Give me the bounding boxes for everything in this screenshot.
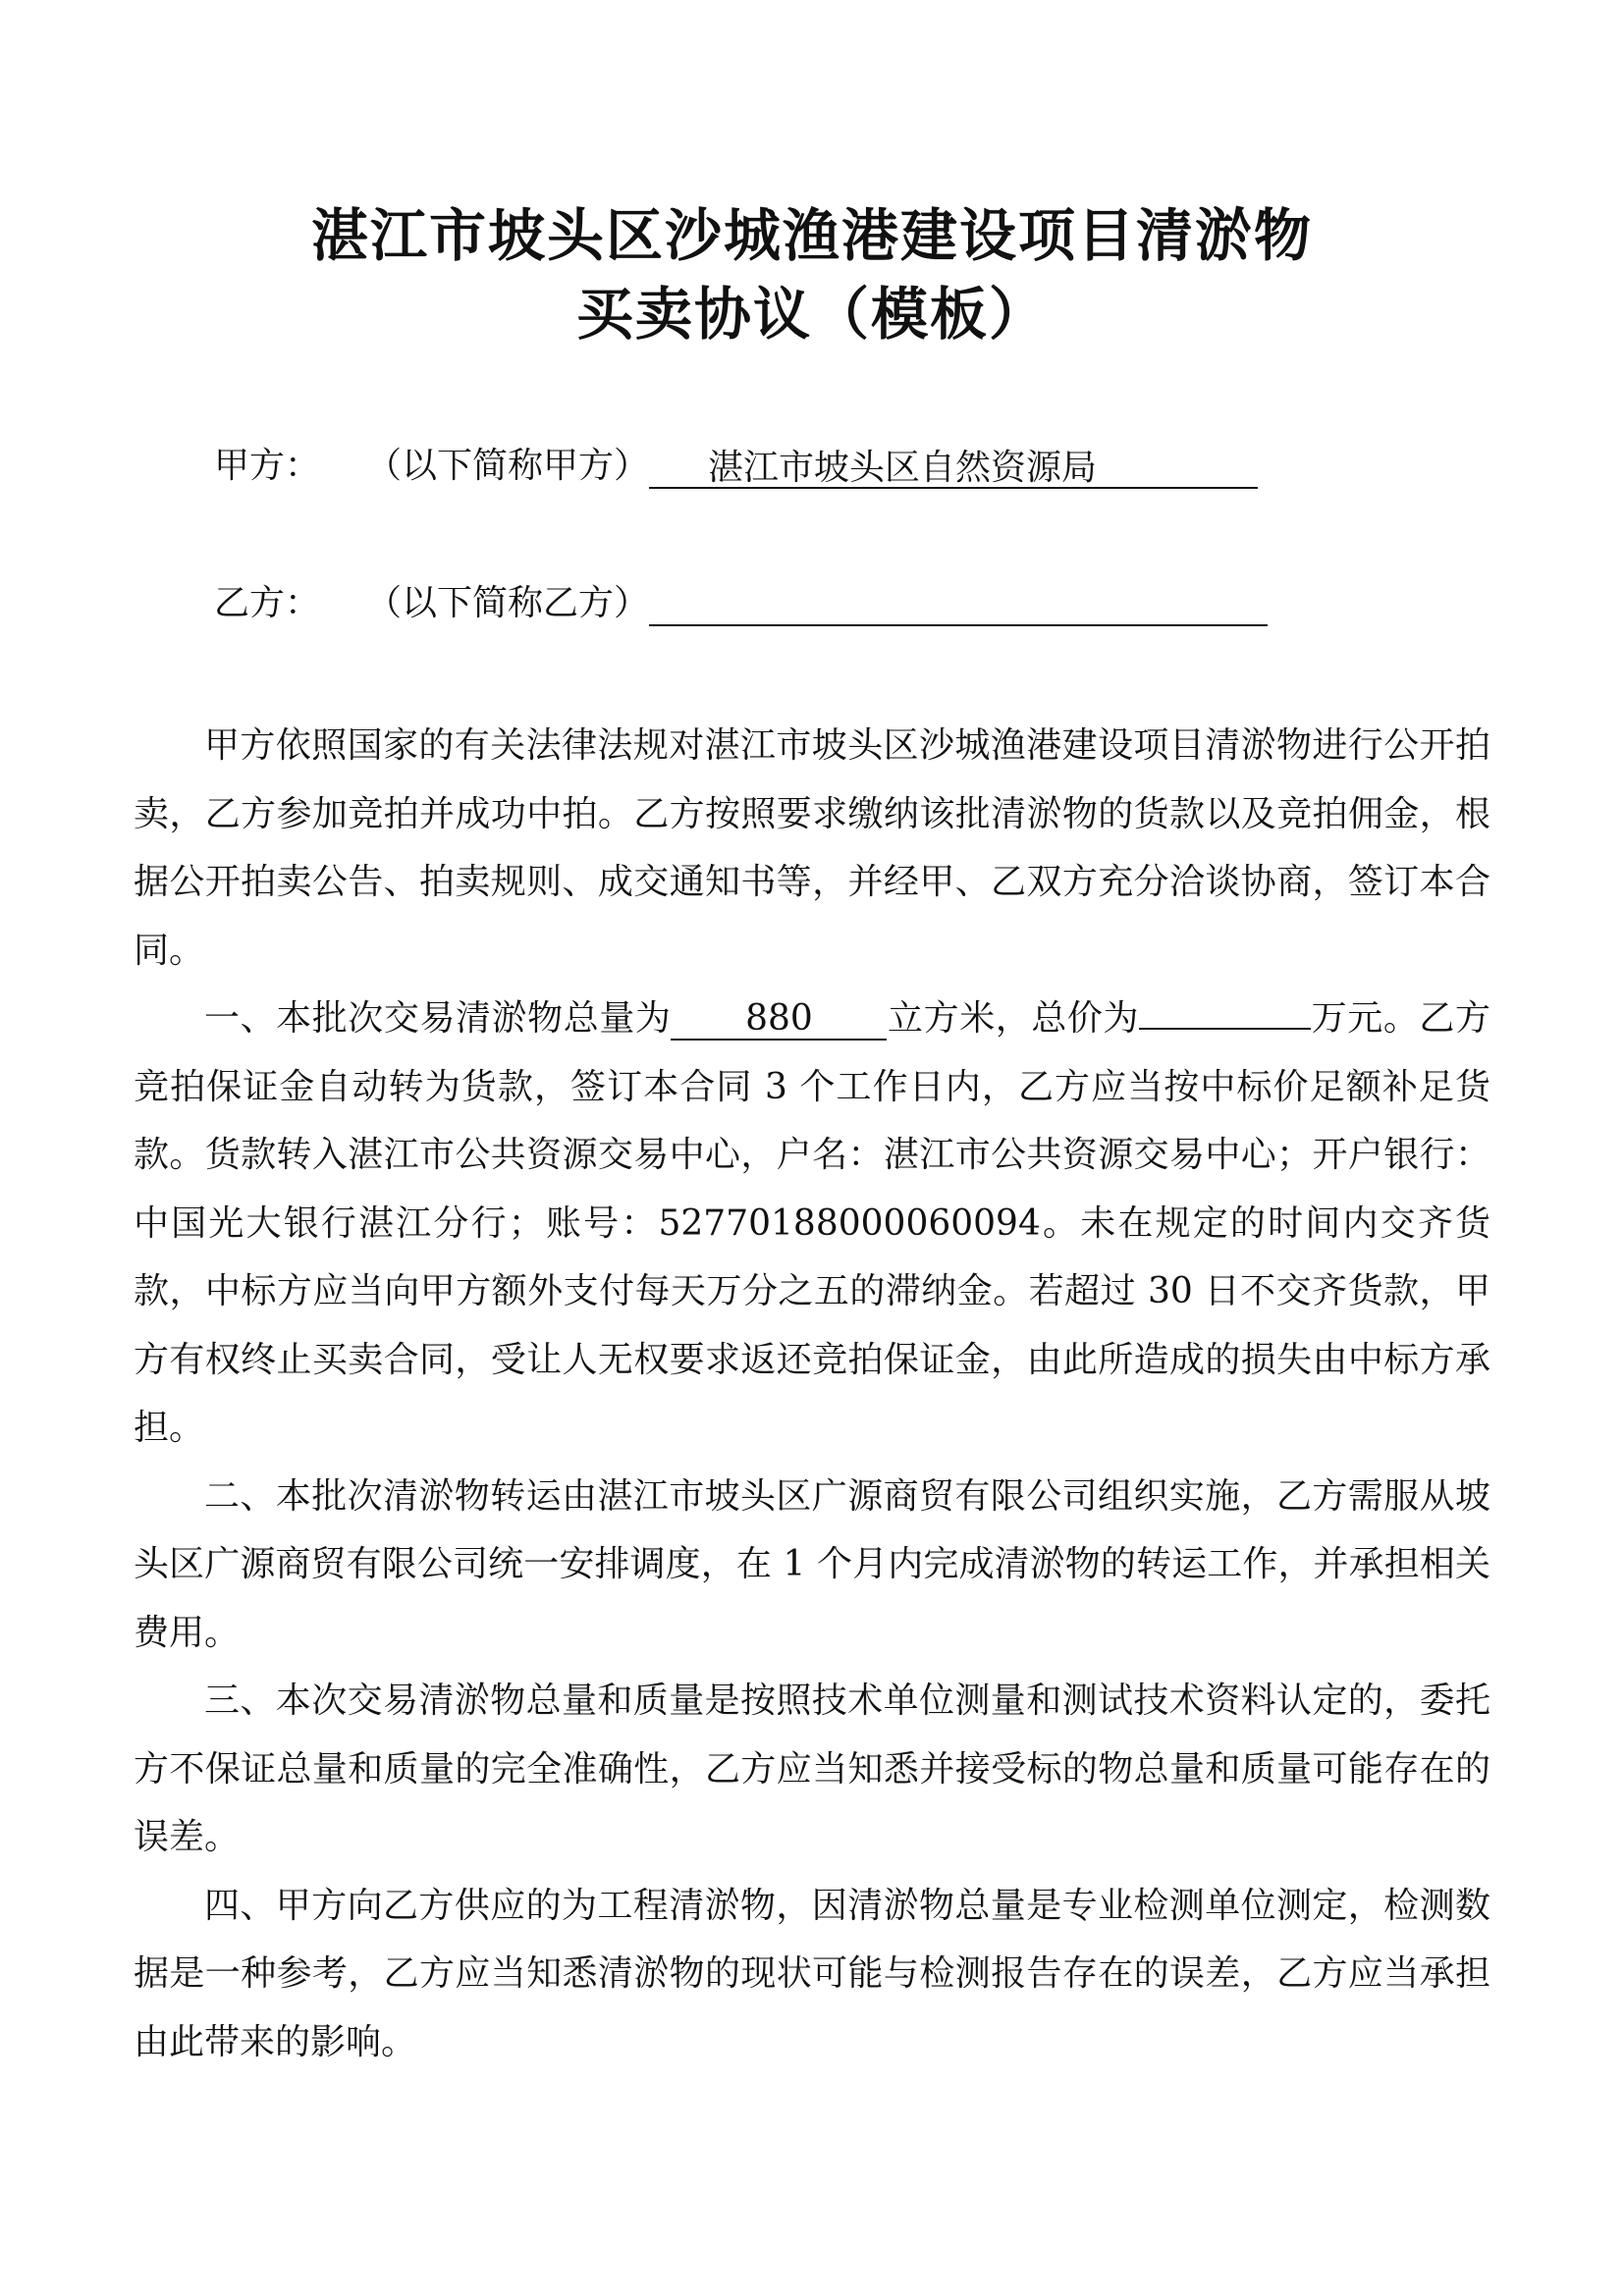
clause-1-text-mid: 立方米，总价为	[887, 998, 1140, 1039]
document-title-line2: 买卖协议（模板）	[575, 281, 1048, 347]
intro-paragraph: 甲方依照国家的有关法律法规对湛江市坡头区沙城渔港建设项目清淤物进行公开拍卖，乙方参加竞拍并成功中拍。乙方按照要求缴纳该批清淤物的货款以及竞拍佣金，根据公开拍卖公告、拍卖规则、成交通知书等，并经甲、乙双方充分洽谈协商，签订本合同。	[134, 725, 1490, 971]
clause-1-text-start: 一、本批次交易清淤物总量为	[204, 998, 672, 1039]
clause-1-paragraph	[134, 985, 1490, 1463]
party-b-note: （以下简称乙方）	[366, 583, 650, 623]
party-a-line	[214, 442, 1258, 491]
total-price-blank	[1139, 988, 1311, 1030]
clause-3-paragraph: 三、本次交易清淤物总量和质量是按照技术单位测量和测试技术资料认定的，委托方不保证总量和质量的完全准确性，乙方应当知悉并接受标的物总量和质量可能存在的误差。	[134, 1681, 1490, 1857]
party-a-label: 甲方：	[214, 446, 321, 486]
quantity-blank: 880	[671, 999, 887, 1041]
clause-4-paragraph: 四、甲方向乙方供应的为工程清淤物，因清淤物总量是专业检测单位测定，检测数据是一种参考，乙方应当知悉清淤物的现状可能与检测报告存在的误差，乙方应当承担由此带来的影响。	[134, 1885, 1490, 2062]
party-b-name-field	[649, 579, 1268, 626]
clause-1-text-end: 万元。乙方竞拍保证金自动转为货款，签订本合同 3 个工作日内，乙方应当按中标价足额补足货款。货款转入湛江市公共资源交易中心，户名：湛江市公共资源交易中心；开户银行：中国光大银行湛江分行；账号：52770188000060094。未在规定的时间内交齐货款，中标方应当向甲方额外支付每天万分之五的滞纳金。若超过 30 日不交齐货款，甲方有权终止买卖合同，受让人无权要求返还竞拍保证金，由此所造成的损失由中标方承担。	[134, 998, 1490, 1448]
party-a-name-field: 湛江市坡头区自然资源局	[649, 444, 1258, 489]
party-b-label: 乙方：	[214, 583, 321, 623]
clause-2-paragraph: 二、本批次清淤物转运由湛江市坡头区广源商贸有限公司组织实施，乙方需服从坡头区广源商贸有限公司统一安排调度，在 1 个月内完成清淤物的转运工作，并承担相关费用。	[134, 1475, 1490, 1653]
document-title-line1: 湛江市坡头区沙城渔港建设项目清淤物	[310, 202, 1313, 269]
party-b-line	[214, 579, 1268, 628]
party-a-note: （以下简称甲方）	[366, 446, 650, 486]
agreement-body	[134, 712, 1490, 2076]
